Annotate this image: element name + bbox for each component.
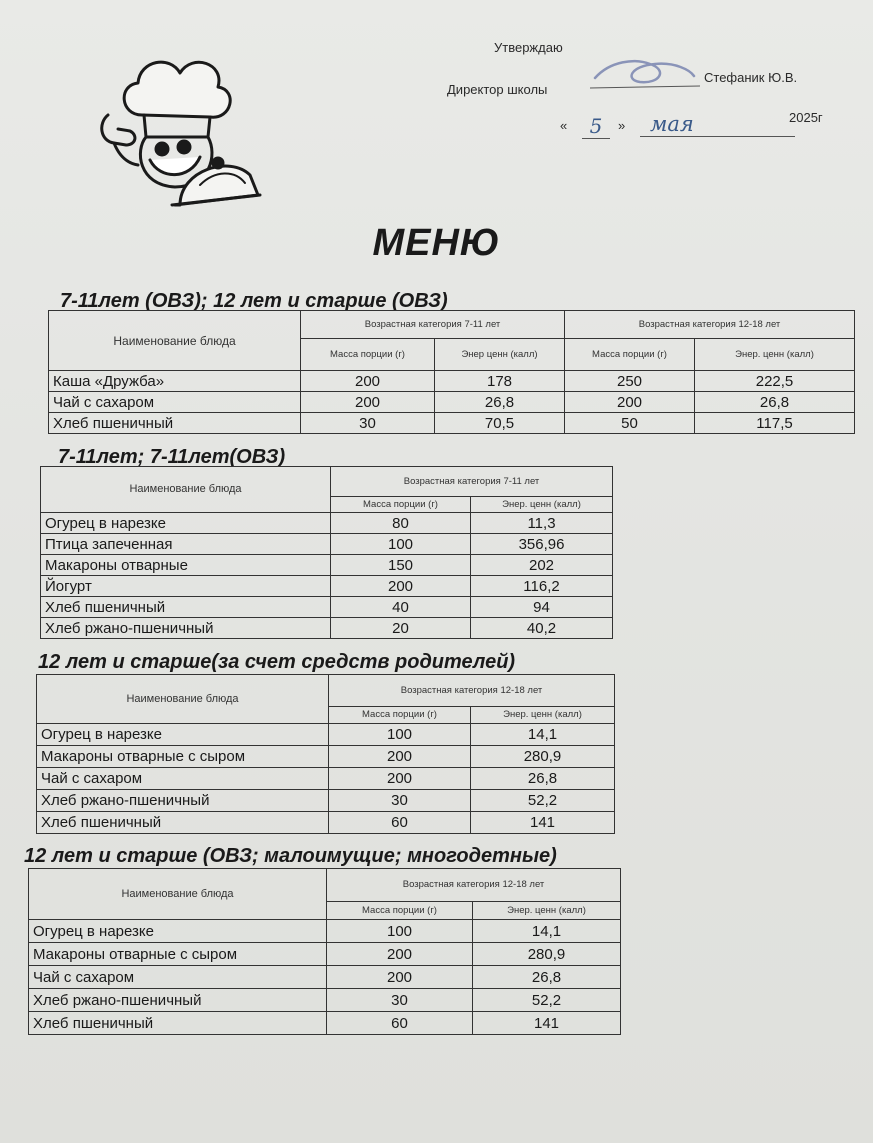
table-row [41,618,613,639]
mass-header: Масса порции (г) [301,339,435,371]
portion-mass: 30 [301,413,435,434]
dish-name: Хлеб пшеничный [49,413,301,434]
energy-value: 141 [473,1012,621,1035]
dish-name: Макароны отварные [41,555,331,576]
portion-mass: 50 [565,413,695,434]
dish-name: Огурец в нарезке [37,724,329,746]
date-year: 2025г [789,110,823,125]
table-row [29,943,621,966]
age-category-header: Возрастная категория 12-18 лет [329,675,615,707]
portion-mass: 200 [331,576,471,597]
section-heading-2: 7-11лет; 7-11лет(ОВЗ) [58,446,286,468]
portion-mass: 200 [327,966,473,989]
portion-mass: 80 [331,513,471,534]
energy-value: 222,5 [695,371,855,392]
portion-mass: 30 [327,989,473,1012]
energy-value: 26,8 [471,768,615,790]
table-row [41,513,613,534]
dish-name: Огурец в нарезке [41,513,331,534]
energy-value: 116,2 [471,576,613,597]
portion-mass: 20 [331,618,471,639]
portion-mass: 150 [331,555,471,576]
energy-value: 26,8 [435,392,565,413]
chef-illustration [80,45,265,210]
portion-mass: 100 [331,534,471,555]
portion-mass: 60 [327,1012,473,1035]
energy-value: 11,3 [471,513,613,534]
dish-name: Чай с сахаром [29,966,327,989]
table-row [29,989,621,1012]
table-row [49,413,855,434]
table-row [29,920,621,943]
energy-header: Энер. ценн (калл) [471,497,613,513]
portion-mass: 100 [329,724,471,746]
menu-table-4 [28,868,621,1035]
energy-value: 117,5 [695,413,855,434]
director-label: Директор школы [447,82,548,97]
menu-table-3 [36,674,615,834]
column-header-dish: Наименование блюда [49,311,301,371]
dish-name: Макароны отварные с сыром [37,746,329,768]
page-title: МЕНЮ [372,222,501,264]
energy-value: 202 [471,555,613,576]
date-open-quote: « [560,118,568,133]
mass-header: Масса порции (г) [329,707,471,724]
age-category-header: Возрастная категория 12-18 лет [327,869,621,902]
mass-header: Масса порции (г) [327,902,473,920]
dish-name: Хлеб пшеничный [29,1012,327,1035]
dish-name: Чай с сахаром [37,768,329,790]
energy-value: 178 [435,371,565,392]
energy-header: Энер. ценн (калл) [471,707,615,724]
table-row [37,724,615,746]
portion-mass: 30 [329,790,471,812]
energy-value: 52,2 [471,790,615,812]
table-row [37,768,615,790]
column-header-dish: Наименование блюда [41,467,331,513]
approve-label: Утверждаю [494,40,563,55]
table-row [29,1012,621,1035]
portion-mass: 200 [327,943,473,966]
dish-name: Каша «Дружба» [49,371,301,392]
table-row [49,371,855,392]
mass-header: Масса порции (г) [565,339,695,371]
column-header-dish: Наименование блюда [29,869,327,920]
energy-value: 26,8 [695,392,855,413]
signature-scribble [590,56,700,90]
energy-value: 14,1 [471,724,615,746]
table-row [37,812,615,834]
table-row [41,534,613,555]
date-month: мая [640,112,795,137]
energy-value: 14,1 [473,920,621,943]
age-category-header: Возрастная категория 7-11 лет [331,467,613,497]
portion-mass: 200 [301,371,435,392]
energy-value: 94 [471,597,613,618]
energy-value: 40,2 [471,618,613,639]
energy-value: 280,9 [473,943,621,966]
table-row [29,966,621,989]
date-day: 5 [582,114,610,139]
portion-mass: 200 [329,746,471,768]
energy-header: Энер. ценн (калл) [473,902,621,920]
section-heading-4: 12 лет и старше (ОВЗ; малоимущие; многодетные) [24,845,557,867]
dish-name: Огурец в нарезке [29,920,327,943]
energy-value: 141 [471,812,615,834]
portion-mass: 200 [565,392,695,413]
energy-value: 280,9 [471,746,615,768]
section-heading-1: 7-11лет (ОВЗ); 12 лет и старше (ОВЗ) [60,290,448,312]
table-row [41,597,613,618]
table-row [41,576,613,597]
dish-name: Макароны отварные с сыром [29,943,327,966]
section-heading-3: 12 лет и старше(за счет средств родителей) [38,651,516,673]
portion-mass: 200 [329,768,471,790]
dish-name: Хлеб ржано-пшеничный [29,989,327,1012]
portion-mass: 60 [329,812,471,834]
energy-value: 356,96 [471,534,613,555]
table-row [37,790,615,812]
energy-header: Энер. ценн (калл) [695,339,855,371]
dish-name: Птица запеченная [41,534,331,555]
portion-mass: 100 [327,920,473,943]
portion-mass: 40 [331,597,471,618]
menu-table-2 [40,466,613,639]
director-name: Стефаник Ю.В. [704,70,798,85]
portion-mass: 250 [565,371,695,392]
table-row [37,746,615,768]
dish-name: Йогурт [41,576,331,597]
age-category-header: Возрастная категория 12-18 лет [565,311,855,339]
menu-table-1 [48,310,855,434]
table-row [41,555,613,576]
dish-name: Хлеб пшеничный [41,597,331,618]
column-header-dish: Наименование блюда [37,675,329,724]
dish-name: Хлеб пшеничный [37,812,329,834]
mass-header: Масса порции (г) [331,497,471,513]
dish-name: Хлеб ржано-пшеничный [37,790,329,812]
energy-header: Энер ценн (калл) [435,339,565,371]
energy-value: 52,2 [473,989,621,1012]
energy-value: 70,5 [435,413,565,434]
table-row [49,392,855,413]
dish-name: Хлеб ржано-пшеничный [41,618,331,639]
portion-mass: 200 [301,392,435,413]
energy-value: 26,8 [473,966,621,989]
dish-name: Чай с сахаром [49,392,301,413]
date-close-quote: » [618,118,626,133]
age-category-header: Возрастная категория 7-11 лет [301,311,565,339]
